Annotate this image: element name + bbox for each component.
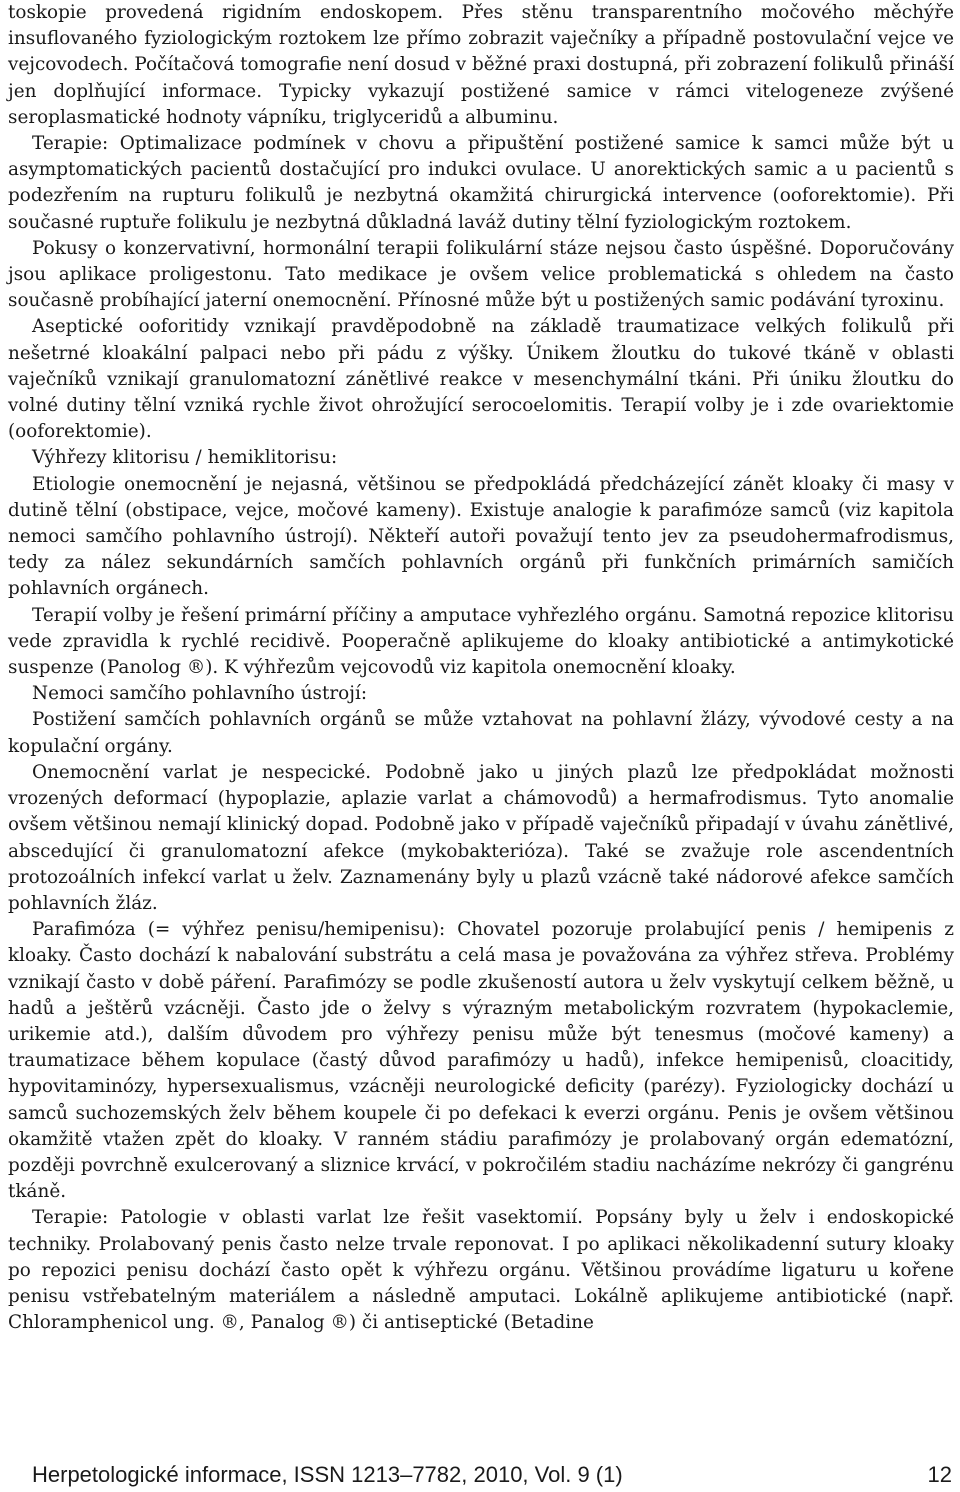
- paragraph-3: Pokusy o konzervativní, hormonální terapii folikulární stáze nejsou často úspěšné. Doporučovány jsou aplikace proligestonu. Tato medikace je ovšem velice problematická s ohledem na často současně probíhající jaterní onemocnění. Přínosné může být u postižených samic podávání tyroxinu.: [8, 237, 954, 312]
- page-text: [8, 0, 954, 1336]
- paragraph-4: Aseptické ooforitidy vznikají pravděpodobně na základě traumatizace velkých folikulů při nešetrné kloakální palpaci nebo při pádu z výšky. Únikem žloutku do tukové tkáně v oblasti vaječníků vznikají granulomatozní zánětlivé reakce v mesenchymální tkáni. Při úniku žloutku do volné dutiny tělní vzniká rychle život ohrožující serocoelomitis. Terapií volby je i zde ovariektomie (ooforektomie).: [8, 316, 954, 443]
- paragraph-1: toskopie provedená rigidním endoskopem. Přes stěnu transparentního močového měchýře insuflovaného fyziologickým roztokem lze přímo zobrazit vaječníky a případně postovulační vejce ve vejcovodech. Počítačová tomografie není dosud v běžné praxi dostupná, při zobrazení folikulů přináší jen doplňující informace. Typicky vykazují postižené samice v rámci vitelogeneze zvýšené seroplasmatické hodnoty vápníku, triglyceridů a albuminu.: [8, 2, 954, 128]
- paragraph-7: Terapií volby je řešení primární příčiny a amputace vyhřezlého orgánu. Samotná repozice klitorisu vede zpravidla k rychlé recidivě. Pooperačně aplikujeme do kloaky antibiotické a antimykotické suspenze (Panolog ®). K výhřezům vejcovodů viz kapitola onemocnění kloaky.: [8, 604, 954, 679]
- page-number: 12: [927, 1462, 952, 1487]
- page-footer: [32, 1462, 952, 1488]
- paragraph-12: Terapie: Patologie v oblasti varlat lze řešit vasektomií. Popsány byly u želv i endoskopické techniky. Prolabovaný penis často nelze trvale reponovat. I po aplikaci několikadenní sutury kloaky po repozici penisu dochází často opět k výhřezu orgánu. Většinou provádíme ligaturu u kořene penisu vstřebatelným materiálem a následně amputaci. Lokálně aplikujeme antibiotické (např. Chloramphenicol ung. ®, Panalog ®) či antiseptické (Betadine: [8, 1207, 954, 1334]
- paragraph-9: Postižení samčích pohlavních orgánů se může vztahovat na pohlavní žlázy, vývodové cesty a na kopulační orgány.: [8, 709, 954, 757]
- journal-citation: Herpetologické informace, ISSN 1213–7782, 2010, Vol. 9 (1): [32, 1462, 623, 1487]
- paragraph-6: Etiologie onemocnění je nejasná, většinou se předpokládá předcházející zánět kloaky či masy v dutině tělní (obstipace, vejce, močové kameny). Existuje analogie k parafimóze samců (viz kapitola nemoci samčího pohlavního ústrojí). Někteří autoři považují tento jev za pseudohermafrodismus, tedy za nález sekundárních samčích pohlavních orgánů při funkčních primárních samičích pohlavních orgánech.: [8, 473, 954, 600]
- paragraph-11: Parafimóza (= výhřez penisu/hemipenisu): Chovatel pozoruje prolabující penis / hemipenis z kloaky. Často dochází k nabalování substrátu a celá masa je považována za výhřez střeva. Problémy vznikají často v době páření. Parafimózy se podle zkušeností autora u želv vyskytují celkem běžně, u hadů a ještěrů vzácněji. Často jde o želvy s výrazným metabolickým rozvratem (hypokaclemie, urikemie atd.), dalším důvodem pro výhřezy penisu může být tenesmus (močové kameny) a traumatizace během kopulace (častý důvod parafimózy u hadů), infekce hemipenisů, cloacitidy, hypovitaminózy, hypersexualismus, vzácněji neurologické deficity (parézy). Fyziologicky dochází u samců suchozemských želv během koupele či po defekaci k everzi orgánu. Penis je ovšem většinou okamžitě vtažen zpět do kloaky. V ranném stádiu parafimózy je prolabovaný orgán edematózní, později povrchně exulcerovaný a sliznice krvácí, v pokročilém stadiu nacházíme nekrózy či gangrénu tkáně.: [8, 919, 954, 1203]
- paragraph-10: Onemocnění varlat je nespecické. Podobně jako u jiných plazů lze předpokládat možnosti vrozených deformací (hypoplazie, aplazie varlat a chámovodů) a hermafrodismus. Tyto anomalie ovšem většinou nemají klinický dopad. Podobně jako v případě vaječníků připadají v úvahu zánětlivé, abscedující či granulomatozní afekce (mykobakterióza). Také se zvažuje role ascendentních protozoálních infekcí varlat u želv. Zaznamenány byly u plazů vzácně také nádorové afekce samčích pohlavních žláz.: [8, 761, 954, 914]
- section-heading-clitoris: Výhřezy klitorisu / hemiklitorisu:: [32, 447, 338, 469]
- paragraph-2: Terapie: Optimalizace podmínek v chovu a připuštění postižené samice k samci může být u asymptomatických pacientů dostačující pro indukci ovulace. U anorektických samic a u pacientů s podezřením na rupturu folikulů je nezbytná okamžitá chirurgická intervence (ooforektomie). Při současné ruptuře folikulu je nezbytná důkladná laváž dutiny tělní fyziologickým roztokem.: [8, 133, 954, 233]
- section-heading-male-reproductive: Nemoci samčího pohlavního ústrojí:: [32, 683, 368, 705]
